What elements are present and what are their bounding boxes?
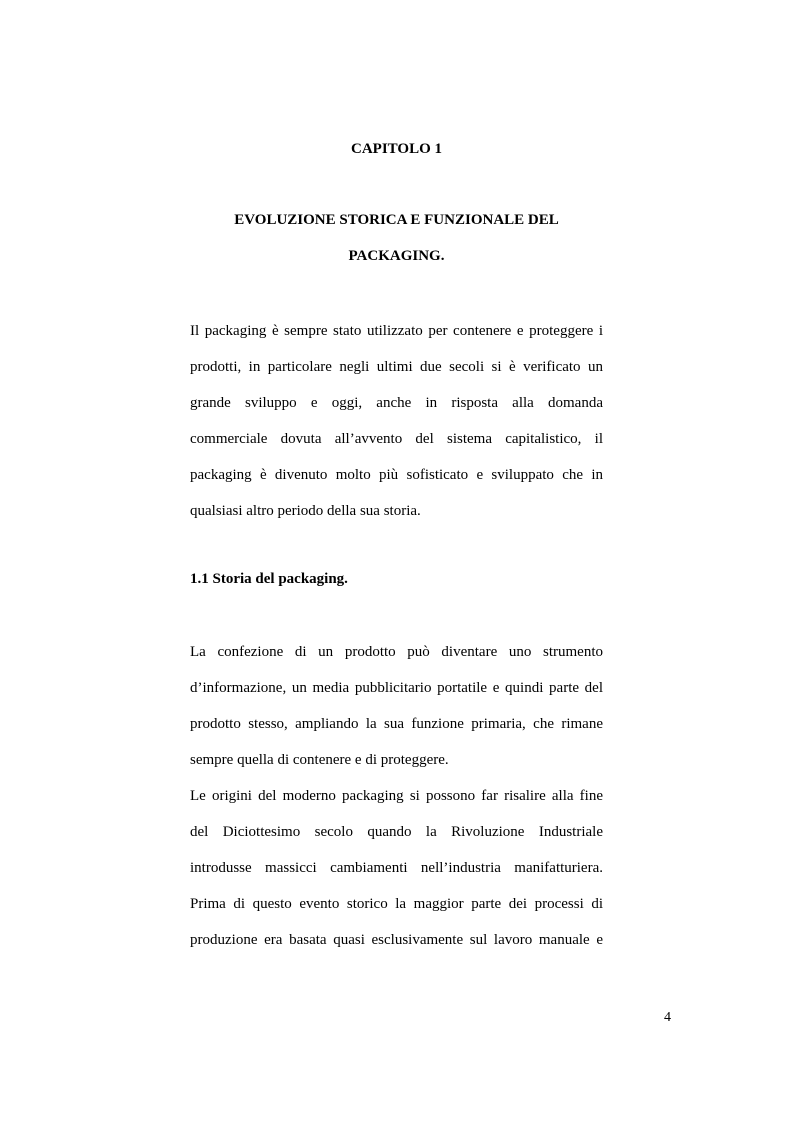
text-line: packaging è divenuto molto più sofisticato e sviluppato che in (190, 467, 603, 483)
text-line: qualsiasi altro periodo della sua storia. (190, 503, 421, 519)
text-line: prodotto stesso, ampliando la sua funzione primaria, che rimane (190, 716, 603, 732)
text-line: Le origini del moderno packaging si possono far risalire alla fine (190, 788, 603, 804)
text-line: Prima di questo evento storico la maggior parte dei processi di (190, 896, 603, 912)
intro-paragraph (190, 313, 603, 529)
text-line: introdusse massicci cambiamenti nell’industria manifatturiera. (190, 860, 603, 876)
section-title: 1.1 Storia del packaging. (190, 571, 348, 587)
text-line: Il packaging è sempre stato utilizzato per contenere e proteggere i (190, 323, 603, 339)
text-line: sempre quella di contenere e di proteggere. (190, 752, 449, 768)
page-number: 4 (664, 1010, 671, 1025)
chapter-title-line-1: EVOLUZIONE STORICA E FUNZIONALE DEL (234, 212, 559, 228)
text-line: grande sviluppo e oggi, anche in risposta alla domanda (190, 395, 603, 411)
body-paragraph (190, 634, 603, 958)
text-line: prodotti, in particolare negli ultimi due secoli si è verificato un (190, 359, 603, 375)
text-line: La confezione di un prodotto può diventare uno strumento (190, 644, 603, 660)
chapter-label: CAPITOLO 1 (351, 141, 442, 157)
text-line: d’informazione, un media pubblicitario portatile e quindi parte del (190, 680, 603, 696)
text-line: del Diciottesimo secolo quando la Rivoluzione Industriale (190, 824, 603, 840)
text-line: commerciale dovuta all’avvento del sistema capitalistico, il (190, 431, 603, 447)
chapter-title-line-2: PACKAGING. (348, 248, 445, 264)
text-line: produzione era basata quasi esclusivamente sul lavoro manuale e (190, 932, 603, 948)
